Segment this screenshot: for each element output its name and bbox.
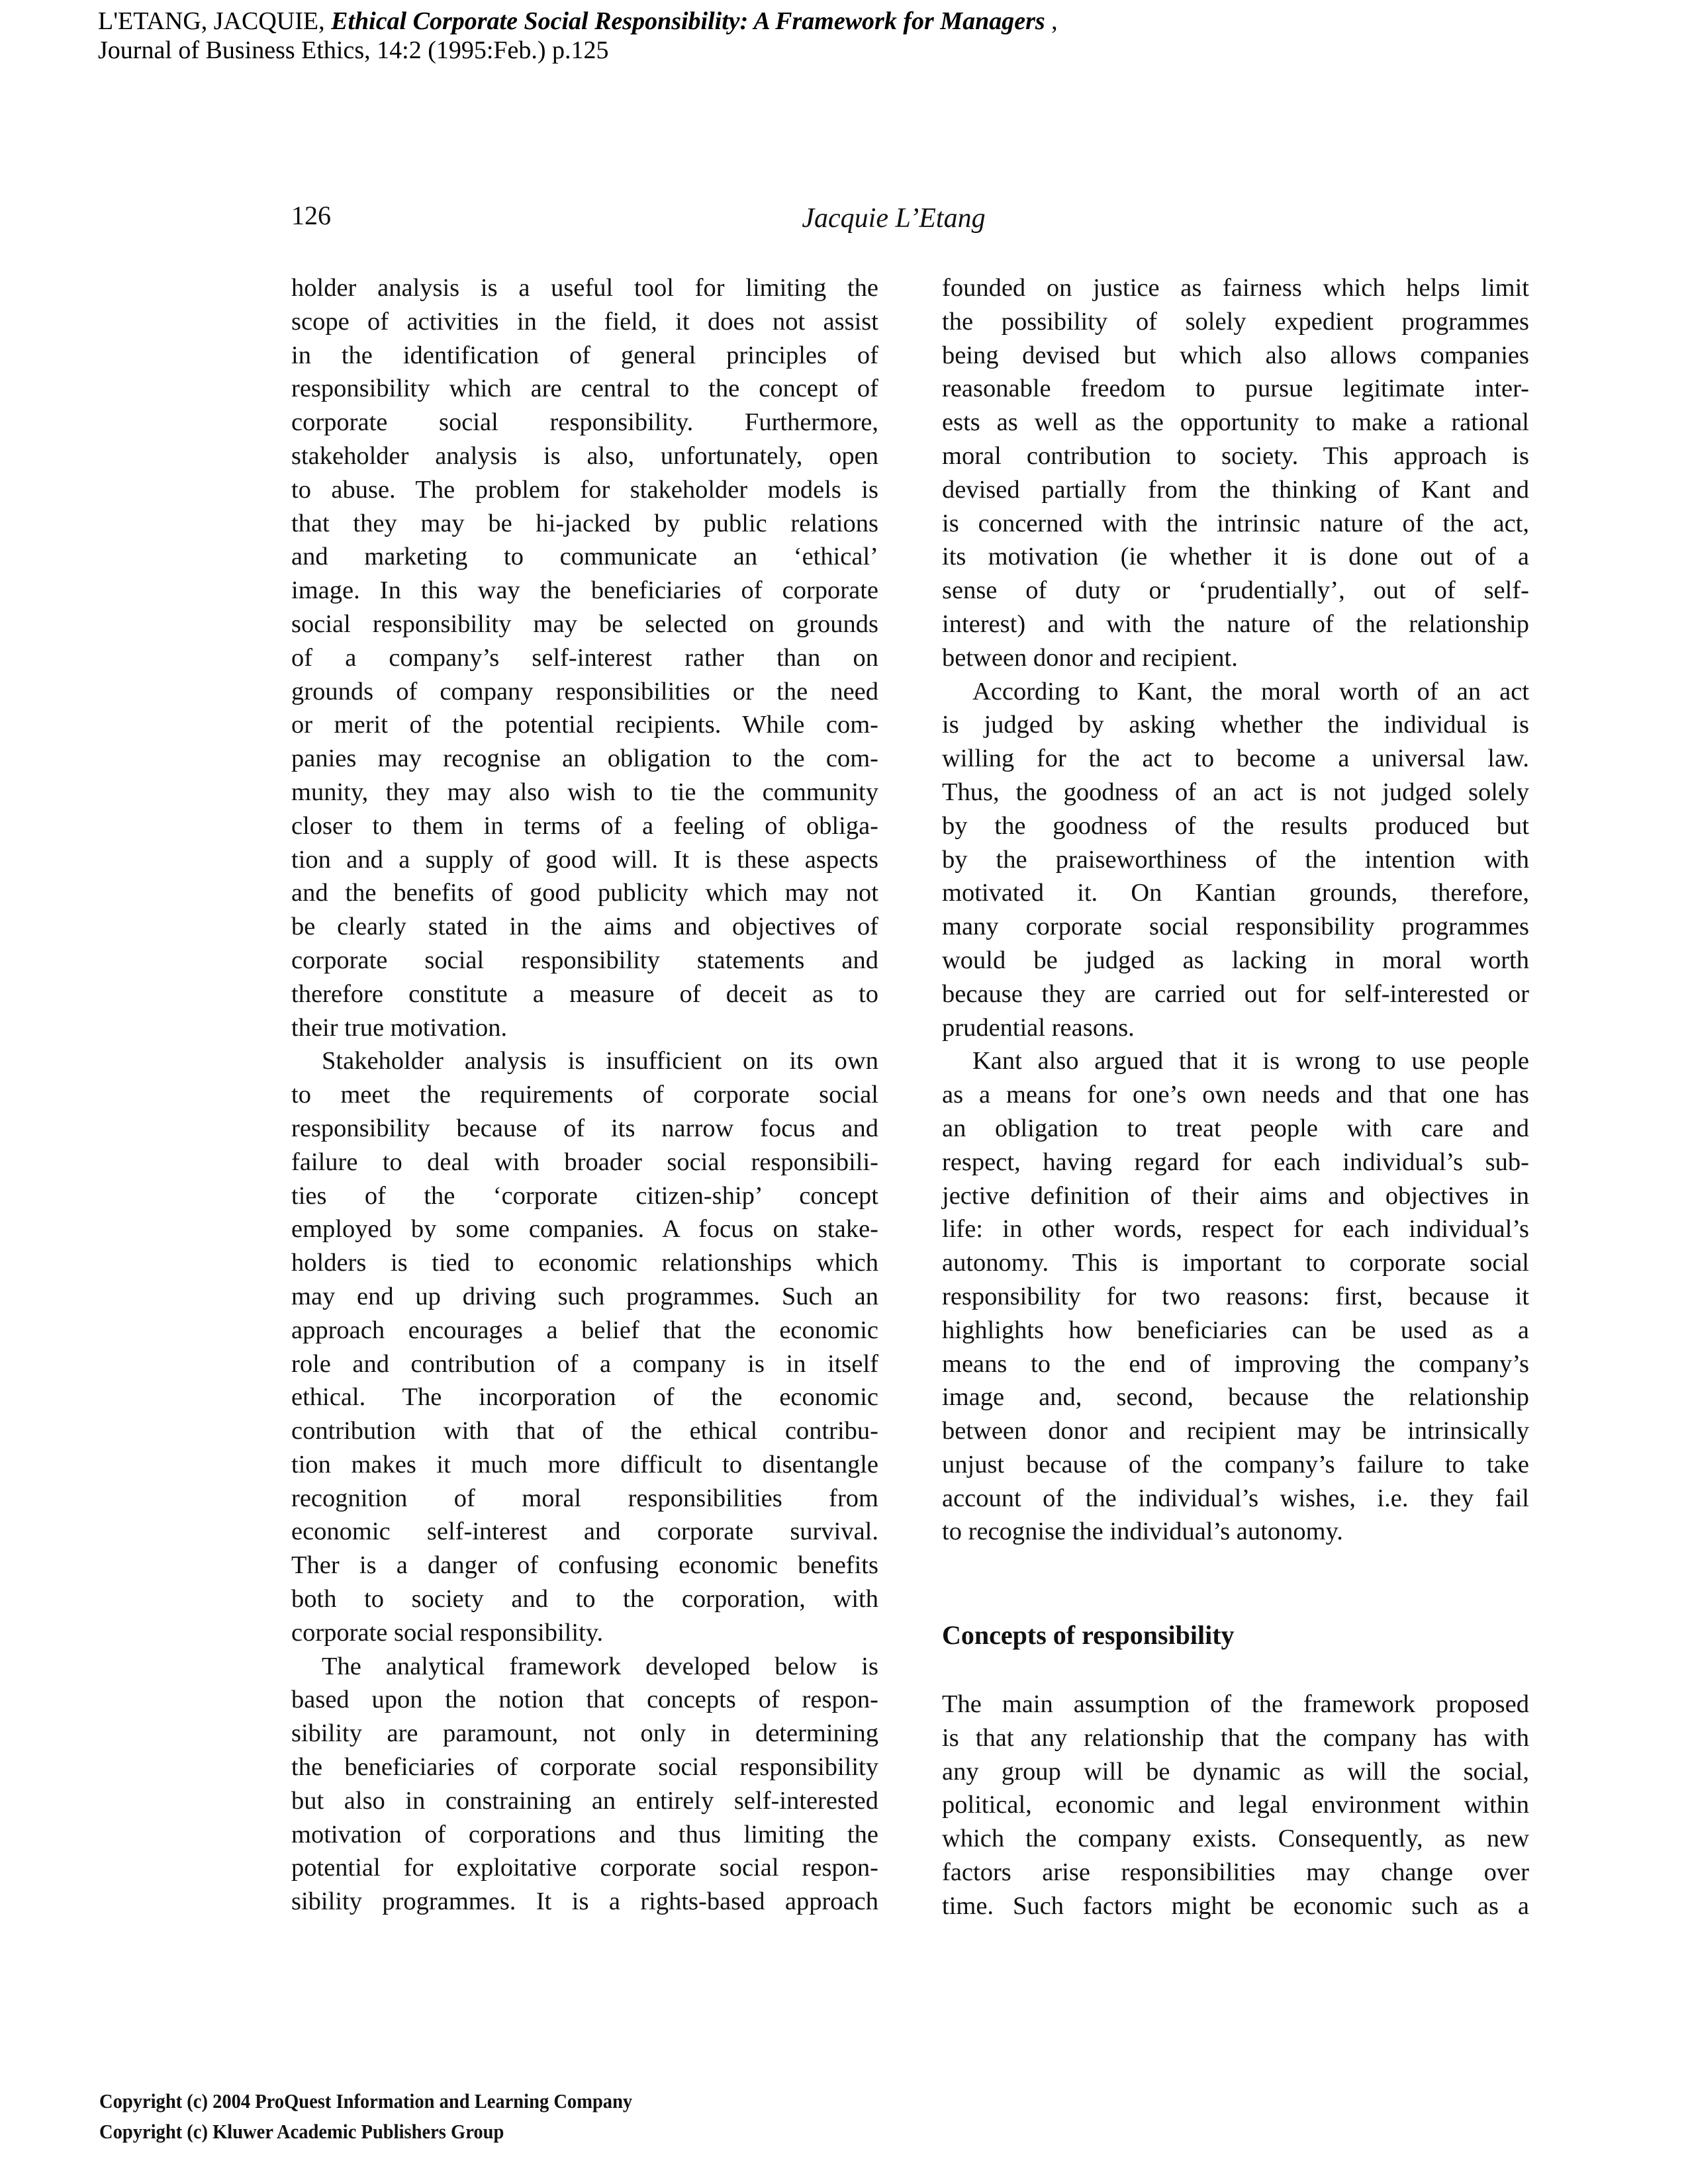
- text-line: ties of the ‘corporate citizen-ship’ concept: [291, 1181, 878, 1210]
- text-line: Kant also argued that it is wrong to use people: [972, 1047, 1529, 1075]
- citation-title-suffix: ,: [1045, 7, 1058, 35]
- text-line: stakeholder analysis is also, unfortunately, open: [291, 441, 878, 470]
- paragraph: [291, 1650, 878, 1919]
- paragraph: [942, 1688, 1529, 1923]
- text-line: many corporate social responsibility programmes: [942, 913, 1529, 941]
- text-line: political, economic and legal environment within: [942, 1791, 1529, 1819]
- text-line: means to the end of improving the company’s: [942, 1349, 1529, 1378]
- text-line: between donor and recipient may be intrinsically: [942, 1417, 1529, 1445]
- text-line: willing for the act to become a universal law.: [942, 745, 1529, 773]
- text-line: to meet the requirements of corporate social: [291, 1081, 878, 1109]
- citation-source: Journal of Business Ethics, 14:2 (1995:Feb.) p.125: [98, 36, 609, 64]
- text-line: sibility programmes. It is a rights-based approach: [291, 1888, 878, 1916]
- text-line: in the identification of general principles of: [291, 341, 878, 369]
- text-line: or merit of the potential recipients. While com-: [291, 711, 878, 739]
- text-line: its motivation (ie whether it is done out of a: [942, 543, 1529, 571]
- text-line: recognition of moral responsibilities from: [291, 1484, 878, 1512]
- text-line: factors arise responsibilities may change over: [942, 1858, 1529, 1887]
- text-line: is concerned with the intrinsic nature of the act,: [942, 509, 1529, 537]
- text-line: responsibility because of its narrow focus and: [291, 1114, 878, 1142]
- text-line: interest) and with the nature of the relationship: [942, 610, 1529, 638]
- copyright-line-2: Copyright (c) Kluwer Academic Publishers Group: [99, 2120, 504, 2143]
- text-line: an obligation to treat people with care and: [942, 1114, 1529, 1142]
- section-heading: Concepts of responsibility: [942, 1620, 1235, 1651]
- text-line: social responsibility may be selected on grounds: [291, 610, 878, 638]
- text-line: prudential reasons.: [942, 1013, 1135, 1042]
- text-line: employed by some companies. A focus on stake-: [291, 1215, 878, 1244]
- text-line: tion makes it much more difficult to disentangle: [291, 1450, 878, 1479]
- text-line: but also in constraining an entirely self-interested: [291, 1786, 878, 1815]
- left-column: [291, 271, 878, 1919]
- citation-line-1: [98, 7, 1058, 36]
- text-line: is that any relationship that the company has with: [942, 1723, 1529, 1752]
- text-line: jective definition of their aims and objectives in: [942, 1181, 1529, 1210]
- text-line: The analytical framework developed below is: [322, 1652, 878, 1680]
- text-line: ethical. The incorporation of the economic: [291, 1383, 878, 1412]
- paragraph: [942, 675, 1529, 1045]
- text-line: by the goodness of the results produced but: [942, 811, 1529, 840]
- text-line: account of the individual’s wishes, i.e. they fail: [942, 1484, 1529, 1512]
- text-line: corporate social responsibility. Furthermore,: [291, 408, 878, 437]
- paragraph: [291, 271, 878, 1044]
- text-line: to abuse. The problem for stakeholder models is: [291, 475, 878, 504]
- text-line: being devised but which also allows companies: [942, 341, 1529, 369]
- text-line: that they may be hi-jacked by public relations: [291, 509, 878, 537]
- text-line: which the company exists. Consequently, as new: [942, 1825, 1529, 1853]
- text-line: image and, second, because the relationship: [942, 1383, 1529, 1412]
- text-line: holders is tied to economic relationships which: [291, 1249, 878, 1277]
- text-line: The main assumption of the framework proposed: [942, 1690, 1529, 1719]
- text-line: between donor and recipient.: [942, 643, 1238, 672]
- text-line: munity, they may also wish to tie the community: [291, 778, 878, 806]
- text-line: therefore constitute a measure of deceit as to: [291, 979, 878, 1008]
- text-line: of a company’s self-interest rather than on: [291, 643, 878, 672]
- text-line: Stakeholder analysis is insufficient on its own: [322, 1047, 878, 1075]
- text-line: image. In this way the beneficiaries of corporate: [291, 576, 878, 605]
- text-line: potential for exploitative corporate social respon-: [291, 1854, 878, 1882]
- text-line: corporate social responsibility.: [291, 1618, 604, 1647]
- text-line: time. Such factors might be economic such as a: [942, 1891, 1529, 1920]
- text-line: corporate social responsibility statements and: [291, 946, 878, 974]
- text-line: role and contribution of a company is in itself: [291, 1349, 878, 1378]
- text-line: Thus, the goodness of an act is not judged solely: [942, 778, 1529, 806]
- text-line: failure to deal with broader social responsibili-: [291, 1148, 878, 1176]
- citation-title: Ethical Corporate Social Responsibility: A Framework for Managers: [331, 7, 1045, 35]
- text-line: grounds of company responsibilities or the need: [291, 677, 878, 705]
- text-line: by the praiseworthiness of the intention with: [942, 845, 1529, 874]
- copyright-footer: [99, 2086, 632, 2147]
- text-line: Ther is a danger of confusing economic benefits: [291, 1551, 878, 1580]
- text-line: sibility are paramount, not only in determining: [291, 1719, 878, 1748]
- paragraph: [291, 1044, 878, 1649]
- text-line: any group will be dynamic as will the social,: [942, 1757, 1529, 1786]
- text-line: the possibility of solely expedient programmes: [942, 307, 1529, 336]
- paragraph: [942, 271, 1529, 675]
- text-line: economic self-interest and corporate survival.: [291, 1518, 878, 1546]
- text-line: contribution with that of the ethical contribu-: [291, 1417, 878, 1445]
- text-line: sense of duty or ‘prudentially’, out of self-: [942, 576, 1529, 605]
- right-column: [942, 271, 1529, 1923]
- text-line: unjust because of the company’s failure to take: [942, 1450, 1529, 1479]
- text-line: both to society and to the corporation, with: [291, 1585, 878, 1614]
- text-line: scope of activities in the field, it does not assist: [291, 307, 878, 336]
- page-number: 126: [291, 201, 331, 230]
- text-line: motivated it. On Kantian grounds, therefore,: [942, 879, 1529, 907]
- text-line: holder analysis is a useful tool for limiting the: [291, 274, 878, 302]
- text-line: their true motivation.: [291, 1013, 508, 1042]
- text-line: may end up driving such programmes. Such an: [291, 1282, 878, 1310]
- text-line: According to Kant, the moral worth of an act: [972, 677, 1529, 705]
- paragraph: [942, 1044, 1529, 1549]
- citation-authors: L'ETANG, JACQUIE,: [98, 7, 332, 35]
- text-line: moral contribution to society. This approach is: [942, 441, 1529, 470]
- running-head: Jacquie L’Etang: [802, 203, 986, 234]
- text-line: life: in other words, respect for each individual’s: [942, 1215, 1529, 1244]
- text-line: closer to them in terms of a feeling of obliga-: [291, 811, 878, 840]
- text-line: as a means for one’s own needs and that one has: [942, 1081, 1529, 1109]
- citation: [98, 7, 1058, 65]
- text-line: motivation of corporations and thus limiting the: [291, 1820, 878, 1848]
- text-line: reasonable freedom to pursue legitimate inter-: [942, 375, 1529, 403]
- text-line: autonomy. This is important to corporate social: [942, 1249, 1529, 1277]
- text-line: approach encourages a belief that the economic: [291, 1316, 878, 1344]
- text-line: highlights how beneficiaries can be used as a: [942, 1316, 1529, 1344]
- text-line: based upon the notion that concepts of respon-: [291, 1686, 878, 1714]
- text-line: the beneficiaries of corporate social responsibility: [291, 1753, 878, 1782]
- text-line: to recognise the individual’s autonomy.: [942, 1518, 1343, 1546]
- text-line: and the benefits of good publicity which may not: [291, 879, 878, 907]
- text-line: be clearly stated in the aims and objectives of: [291, 913, 878, 941]
- text-line: because they are carried out for self-interested or: [942, 979, 1529, 1008]
- text-line: and marketing to communicate an ‘ethical’: [291, 543, 878, 571]
- text-line: responsibility which are central to the concept of: [291, 375, 878, 403]
- text-line: respect, having regard for each individual’s sub-: [942, 1148, 1529, 1176]
- text-line: devised partially from the thinking of Kant and: [942, 475, 1529, 504]
- text-line: is judged by asking whether the individual is: [942, 711, 1529, 739]
- text-line: responsibility for two reasons: first, because it: [942, 1282, 1529, 1310]
- text-line: panies may recognise an obligation to the com-: [291, 745, 878, 773]
- text-line: ests as well as the opportunity to make a rational: [942, 408, 1529, 437]
- text-line: tion and a supply of good will. It is these aspects: [291, 845, 878, 874]
- copyright-line-1: Copyright (c) 2004 ProQuest Information and Learning Company: [99, 2089, 633, 2113]
- text-line: founded on justice as fairness which helps limit: [942, 274, 1529, 302]
- text-line: would be judged as lacking in moral worth: [942, 946, 1529, 974]
